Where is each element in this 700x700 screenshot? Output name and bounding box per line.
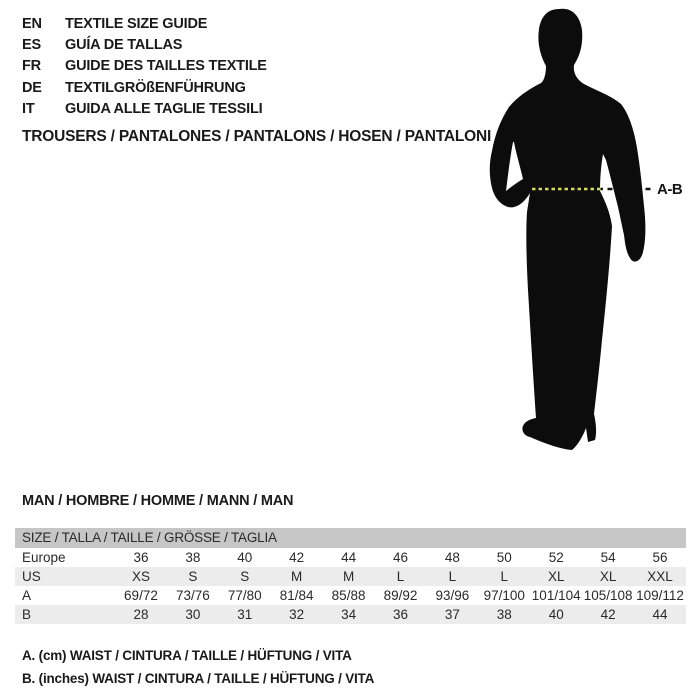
table-cell: 38 — [496, 607, 512, 622]
table-cell: 109/112 — [636, 588, 684, 603]
table-cell: L — [396, 569, 405, 584]
language-code: IT — [22, 101, 35, 118]
table-cell: 85/88 — [331, 588, 366, 603]
footnote-a: A. (cm) WAIST / CINTURA / TAILLE / HÜFTUNG / VITA — [22, 648, 352, 663]
language-code: ES — [22, 37, 41, 54]
row-label: US — [22, 569, 41, 584]
table-cell: XL — [599, 569, 617, 584]
table-cell: 30 — [185, 607, 201, 622]
measure-label: A-B — [657, 181, 683, 198]
language-row — [22, 34, 267, 55]
table-cell: 42 — [600, 607, 616, 622]
table-cell: 56 — [652, 550, 668, 565]
language-row — [22, 13, 267, 34]
table-cell: 40 — [548, 607, 564, 622]
row-label: B — [22, 607, 32, 622]
table-cell: L — [448, 569, 457, 584]
table-cell: 32 — [289, 607, 305, 622]
size-table — [15, 528, 686, 624]
footnote-b: B. (inches) WAIST / CINTURA / TAILLE / HÜFTUNG / VITA — [22, 670, 375, 686]
language-row — [22, 56, 267, 77]
language-title: TEXTILGRÖßENFÜHRUNG — [65, 79, 246, 96]
table-cell: 69/72 — [124, 588, 158, 603]
table-cell: 37 — [444, 607, 460, 622]
table-cell: 52 — [548, 550, 564, 565]
language-title: GUÍA DE TALLAS — [65, 37, 183, 54]
table-cell: 40 — [237, 550, 253, 565]
measurement-footnotes — [22, 648, 374, 693]
table-cell: 89/92 — [383, 588, 418, 603]
table-cell: 48 — [444, 550, 460, 565]
table-row-europe — [15, 548, 686, 567]
table-cell: M — [291, 569, 303, 584]
language-title: GUIDE DES TAILLES TEXTILE — [65, 58, 267, 75]
table-cell: S — [240, 569, 250, 584]
table-cell: 81/84 — [279, 588, 314, 603]
table-cell: XXL — [647, 569, 673, 584]
language-code: DE — [22, 79, 42, 96]
language-code: FR — [22, 58, 41, 75]
size-table-header: SIZE / TALLA / TAILLE / GRÖSSE / TAGLIA — [15, 528, 686, 548]
table-row-b-inches — [15, 605, 686, 624]
table-cell: 36 — [392, 607, 408, 622]
table-cell: 42 — [289, 550, 305, 565]
table-cell: S — [188, 569, 198, 584]
man-silhouette-figure — [480, 0, 690, 460]
table-cell: 93/96 — [435, 588, 470, 603]
table-cell: 44 — [341, 550, 357, 565]
table-cell: 50 — [496, 550, 512, 565]
language-title: TEXTILE SIZE GUIDE — [65, 15, 208, 32]
table-cell: M — [342, 569, 355, 584]
language-title: GUIDA ALLE TAGLIE TESSILI — [65, 101, 263, 118]
table-cell: 97/100 — [483, 588, 525, 603]
table-row-us — [15, 567, 686, 586]
language-row — [22, 77, 267, 98]
section-heading: MAN / HOMBRE / HOMME / MANN / MAN — [22, 493, 294, 509]
table-cell: 31 — [237, 607, 253, 622]
table-cell: XL — [547, 569, 565, 584]
language-list — [22, 13, 267, 120]
table-row-a-cm — [15, 586, 686, 605]
language-code: EN — [22, 15, 42, 32]
table-cell: 73/76 — [175, 588, 210, 603]
table-cell: 54 — [600, 550, 616, 565]
table-cell: XS — [131, 569, 150, 584]
language-row — [22, 99, 267, 120]
table-cell: 77/80 — [227, 588, 262, 603]
table-cell: 36 — [133, 550, 149, 565]
table-cell: 101/104 — [531, 588, 581, 603]
table-cell: 105/108 — [583, 588, 633, 603]
table-cell: 46 — [392, 550, 408, 565]
row-label: A — [22, 588, 32, 603]
table-cell: 44 — [652, 607, 668, 622]
table-cell: 34 — [341, 607, 357, 622]
table-cell: 28 — [133, 607, 149, 622]
table-cell: 38 — [185, 550, 201, 565]
row-label: Europe — [22, 550, 66, 565]
category-heading: TROUSERS / PANTALONES / PANTALONS / HOSEN / PANTALONI — [22, 128, 492, 145]
man-silhouette — [490, 9, 646, 450]
table-cell: L — [500, 569, 509, 584]
